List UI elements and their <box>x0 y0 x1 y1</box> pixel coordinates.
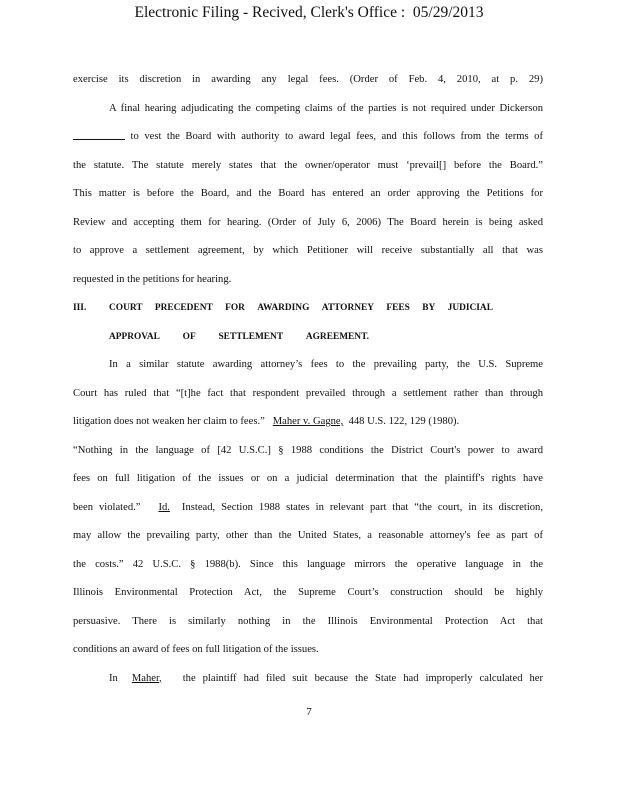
heading-word: AWARDING <box>257 303 310 313</box>
heading-word: AGREEMENT. <box>305 331 369 342</box>
id-post: Instead, Section 1988 states in relevant part that “the court, in its discretion, <box>181 501 543 513</box>
body-line: may allow the prevailing party, other than the United States, a reasonable attorney's fee as part of <box>73 530 543 541</box>
section-heading <box>73 298 543 327</box>
body-line: Review and accepting them for hearing. (Order of July 6, 2006) The Board herein is being asked <box>73 216 543 228</box>
body-line: conditions an award of fees on full litigation of the issues. <box>73 644 319 655</box>
body-line <box>73 669 543 698</box>
section-number: III. <box>73 303 87 313</box>
case-citation: Maher v. Gagne, <box>272 416 344 427</box>
filing-header: Electronic Filing - Recived, Clerk's Office : 05/29/2013 <box>134 4 484 21</box>
blank-underline <box>73 128 125 140</box>
section-heading-line2 <box>73 327 369 356</box>
body-line: the statute. The statute merely states that the owner/operator must ‘prevail[] before the Board.” <box>73 159 543 171</box>
body-line: This matter is before the Board, and the Board has entered an order approving the Petitions for <box>73 188 543 199</box>
body-line: A final hearing adjudicating the competing claims of the parties is not required under Dickerson <box>109 102 543 114</box>
heading-word: PRECEDENT <box>154 303 213 313</box>
body-line <box>73 412 543 441</box>
id-pre: been violated.” <box>73 501 141 513</box>
body-line: Court has ruled that “[t]he fact that respondent prevailed through a settlement rather than through <box>73 387 543 399</box>
body-line: exercise its discretion in awarding any legal fees. (Order of Feb. 4, 2010, at p. 29) <box>73 74 543 85</box>
case-citation: Maher, <box>131 672 162 684</box>
body-line <box>73 127 543 156</box>
last-line-post: the plaintiff had filed suit because the State had improperly calculated her <box>182 672 543 684</box>
body-line: “Nothing in the language of [42 U.S.C.] § 1988 conditions the District Court's power to award <box>73 444 543 456</box>
body-line: requested in the petitions for hearing. <box>73 273 232 285</box>
body-line: the costs.” 42 U.S.C. § 1988(b). Since this language mirrors the operative language in the <box>73 558 543 570</box>
heading-word: COURT <box>109 303 143 313</box>
body-line: In a similar statute awarding attorney’s fees to the prevailing party, the U.S. Supreme <box>109 359 543 370</box>
last-line-pre: In <box>109 672 118 684</box>
citation-pre: litigation does not weaken her claim to fees.” <box>73 416 265 427</box>
citation-post: 448 U.S. 122, 129 (1980). <box>348 416 460 427</box>
body-line <box>73 498 543 527</box>
heading-word: FOR <box>225 303 245 313</box>
section-heading-line1 <box>109 298 543 327</box>
body-line-text: to vest the Board with authority to award legal fees, and this follows from the terms of <box>130 131 543 142</box>
heading-word: FEES <box>386 303 410 313</box>
heading-word: JUDICIAL <box>447 303 493 313</box>
body-line: fees on full litigation of the issues or on a judicial determination that the plaintiff's rights have <box>73 473 543 484</box>
heading-word: APPROVAL <box>109 331 160 342</box>
body-line: to approve a settlement agreement, by which Petitioner will receive substantially all that was <box>73 245 543 256</box>
heading-word: OF <box>182 331 196 342</box>
body-line: persuasive. There is similarly nothing in the Illinois Environmental Protection Act that <box>73 615 543 627</box>
document-body <box>73 70 543 697</box>
heading-word: SETTLEMENT <box>218 331 284 342</box>
id-citation: Id. <box>158 501 170 513</box>
body-line: Illinois Environmental Protection Act, the Supreme Court’s construction should be highly <box>73 587 543 598</box>
heading-word: BY <box>422 303 436 313</box>
page-number: 7 <box>306 706 312 718</box>
heading-word: ATTORNEY <box>321 303 375 313</box>
